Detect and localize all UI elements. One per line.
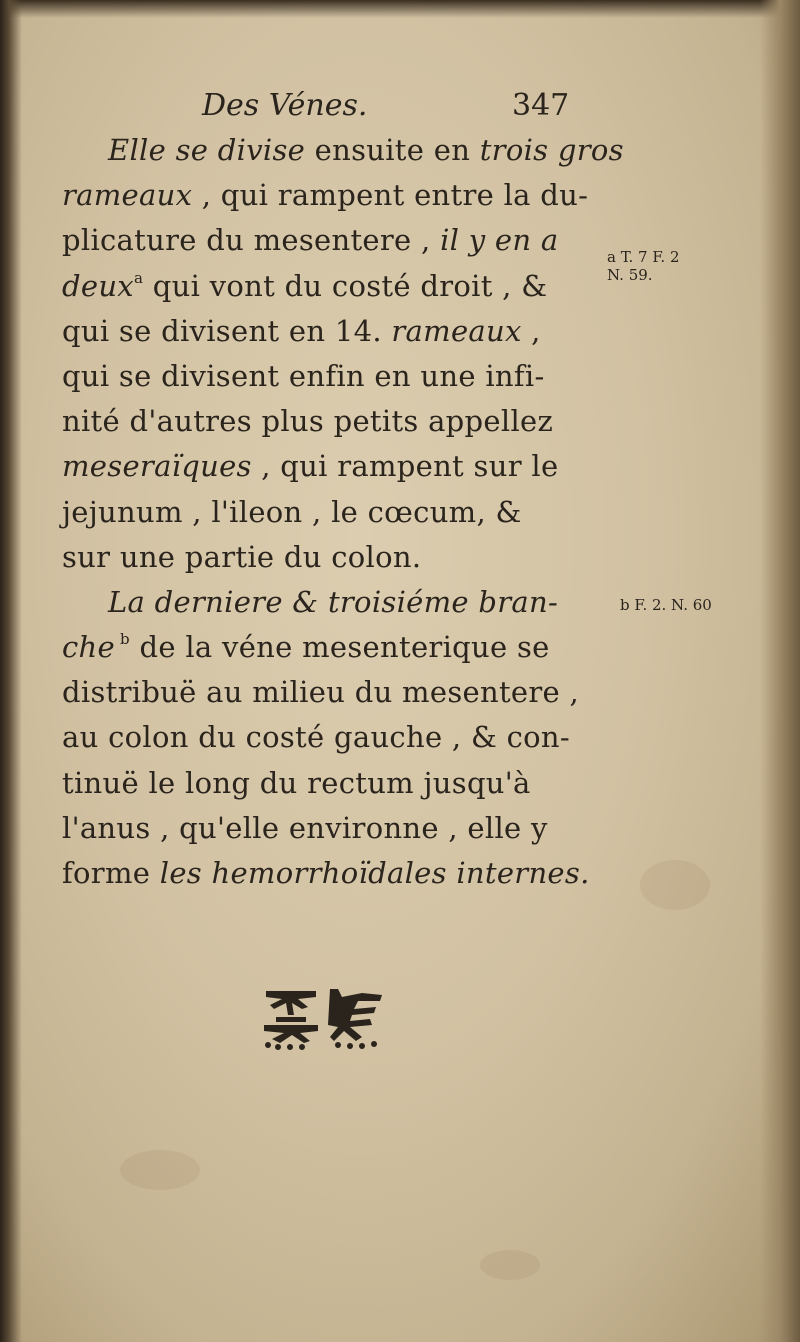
text-segment: au colon du costé gauche , & con-: [62, 720, 570, 755]
text-segment: qui se divisent enfin en une infi-: [62, 358, 545, 393]
paper-stain: [480, 1250, 540, 1280]
text-line: [62, 128, 624, 173]
page-shadow-top: [0, 0, 800, 18]
text-line: [62, 354, 607, 399]
text-segment: rameaux: [62, 178, 193, 213]
text-segment: les hemorrhoïdales internes.: [159, 856, 590, 890]
text-segment: deux: [62, 268, 134, 303]
text-segment: rameaux: [391, 313, 522, 348]
text-line: [62, 309, 607, 354]
text-segment: ,: [521, 313, 541, 348]
text-segment: , qui rampent entre la du-: [192, 178, 589, 213]
footnote-marker: a: [133, 268, 144, 287]
text-line: [62, 444, 607, 489]
text-line: [62, 580, 607, 625]
text-block: [62, 88, 624, 896]
text-line: [62, 535, 607, 580]
text-segment: distribuë au milieu du mesentere ,: [62, 675, 580, 710]
text-segment: La derniere & troisiéme bran-: [108, 584, 559, 619]
running-title: Des Vénes.: [202, 88, 368, 123]
text-segment: meseraïques: [62, 449, 252, 484]
footnote-marker: b: [114, 630, 130, 649]
text-segment: che: [62, 630, 115, 665]
text-line: [62, 670, 607, 715]
paper-stain: [640, 860, 710, 910]
text-line: [62, 218, 607, 263]
page-edge-right: [760, 0, 800, 1342]
text-line: [62, 851, 607, 896]
text-segment: ensuite en: [305, 133, 480, 167]
text-line: [62, 715, 607, 760]
paper-stain: [120, 1150, 200, 1190]
text-segment: trois gros: [479, 133, 624, 167]
text-line: [62, 761, 607, 806]
margin-note-a-line2: N. 59.: [607, 266, 653, 284]
text-segment: qui vont du costé droit , &: [143, 268, 548, 303]
text-segment: sur une partie du colon.: [62, 539, 422, 574]
text-segment: de la véne mesenterique se: [129, 630, 550, 665]
margin-note-a-line1: a T. 7 F. 2: [607, 248, 680, 266]
text-segment: forme: [62, 856, 160, 890]
margin-note-b: b F. 2. N. 60: [620, 596, 712, 614]
page-header: [62, 88, 607, 128]
text-segment: plicature du mesentere ,: [62, 223, 441, 258]
text-line: [62, 625, 607, 670]
text-segment: tinuë le long du rectum jusqu'à: [62, 765, 531, 800]
text-line: [62, 806, 607, 851]
body-text: [62, 128, 624, 896]
margin-note-a: [607, 248, 680, 284]
text-segment: qui se divisent en 14.: [62, 313, 392, 348]
text-line: [62, 490, 607, 535]
page-gutter-shadow: [0, 0, 22, 1342]
text-segment: jejunum , l'ileon , le cœcum, &: [62, 494, 522, 529]
text-line: [62, 173, 607, 218]
text-line: [62, 399, 607, 444]
fleuron-ornament-icon: [258, 985, 388, 1051]
text-segment: nité d'autres plus petits appellez: [62, 404, 554, 439]
text-segment: , qui rampent sur le: [251, 449, 559, 484]
page-number: 347: [512, 88, 570, 123]
text-segment: l'anus , qu'elle environne , elle y: [62, 810, 548, 845]
text-segment: Elle se divise: [108, 133, 306, 167]
text-segment: il y en a: [440, 223, 559, 258]
text-line: [62, 264, 607, 309]
